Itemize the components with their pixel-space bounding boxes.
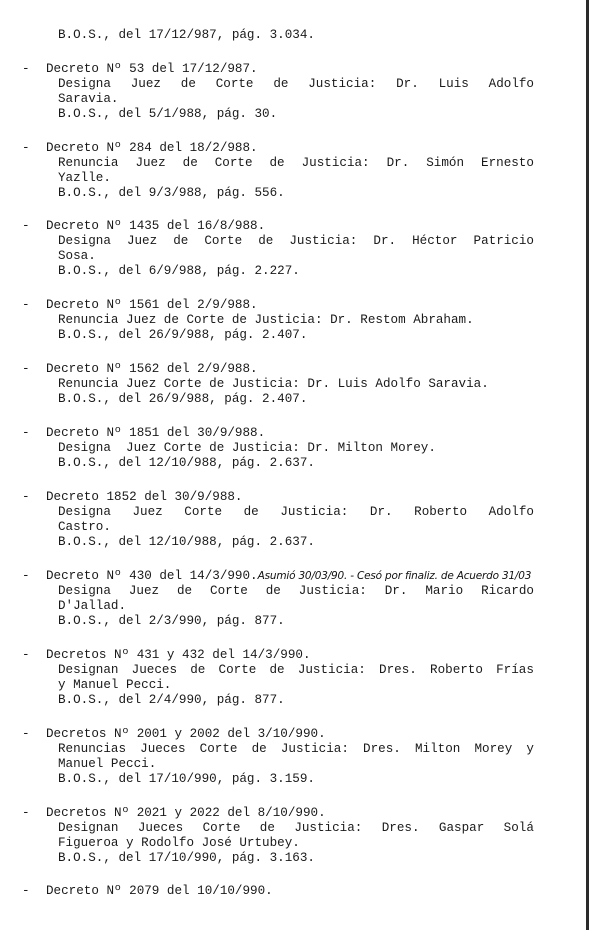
description-word: Adolfo [488, 77, 534, 91]
description-word: Dres. [363, 742, 401, 756]
description-word: Justicia: [298, 584, 367, 598]
description-word: Dr. [369, 505, 393, 519]
decree-header [46, 806, 326, 821]
decree-header [46, 490, 243, 505]
decree-header-text: Decreto Nº 430 del 14/3/990. [46, 569, 258, 583]
description-word: Roberto [430, 663, 483, 677]
description-word: de [180, 77, 196, 91]
description-word: Justicia: [289, 234, 358, 248]
description-word: de [182, 156, 198, 170]
description-word: Corte [218, 663, 257, 677]
description-word: de [265, 584, 281, 598]
entry-bullet-dash: - [22, 426, 30, 440]
decree-description-cont: Manuel Pecci. [58, 757, 157, 771]
bos-reference: B.O.S., del 12/10/988, pág. 2.637. [58, 456, 315, 470]
description-word: Patricio [473, 234, 534, 248]
description-word: y [526, 742, 534, 756]
decree-header [46, 648, 311, 663]
decree-header [46, 727, 326, 742]
decree-description [58, 77, 534, 92]
entry-bullet-dash: - [22, 362, 30, 376]
decree-description-cont: D'Jallad. [58, 599, 127, 613]
description-word: Morey [474, 742, 513, 756]
bos-reference: B.O.S., del 2/3/990, pág. 877. [58, 614, 285, 628]
description-word: Designan [58, 821, 119, 835]
entry-bullet-dash: - [22, 490, 30, 504]
decree-header [46, 426, 265, 441]
decree-header-text: Decretos Nº 2001 y 2002 del 3/10/990. [46, 727, 326, 741]
description-word: Gaspar [438, 821, 485, 835]
description-word: Corte [199, 742, 238, 756]
description-word: Jueces [137, 821, 184, 835]
description-word: Juez [130, 77, 161, 91]
description-word: Juez [132, 505, 163, 519]
top-bos-line: B.O.S., del 17/12/987, pág. 3.034. [58, 28, 315, 42]
entry-bullet-dash: - [22, 569, 30, 583]
decree-header-text: Decreto Nº 2079 del 10/10/990. [46, 884, 273, 898]
bos-reference: B.O.S., del 17/10/990, pág. 3.163. [58, 851, 315, 865]
bos-reference: B.O.S., del 17/10/990, pág. 3.159. [58, 772, 315, 786]
description-word: Dr. [396, 77, 419, 91]
description-word: de [243, 505, 259, 519]
description-word: Dr. [373, 234, 397, 248]
description-word: Simón [426, 156, 465, 170]
bos-reference: B.O.S., del 26/9/988, pág. 2.407. [58, 328, 308, 342]
decree-description [58, 742, 534, 757]
decree-description: Renuncia Juez de Corte de Justicia: Dr. Restom Abraham. [58, 313, 474, 327]
decree-description-cont: Saravia. [58, 92, 119, 106]
bos-reference: B.O.S., del 2/4/990, pág. 877. [58, 693, 285, 707]
decree-header [46, 298, 258, 313]
description-word: Dres. [379, 663, 417, 677]
description-word: Ernesto [481, 156, 534, 170]
decree-header [46, 569, 531, 584]
decree-description-cont: Yazlle. [58, 171, 111, 185]
bos-reference: B.O.S., del 26/9/988, pág. 2.407. [58, 392, 308, 406]
description-word: Designa [58, 234, 111, 248]
description-word: Corte [184, 505, 223, 519]
description-word: Frías [496, 663, 534, 677]
decree-header [46, 62, 258, 77]
description-word: Milton [414, 742, 461, 756]
decree-description-cont: y Manuel Pecci. [58, 678, 172, 692]
description-word: de [259, 821, 275, 835]
description-word: de [273, 77, 289, 91]
decree-description: Designa Juez Corte de Justicia: Dr. Milton Morey. [58, 441, 436, 455]
description-word: Héctor [412, 234, 458, 248]
decree-description [58, 156, 534, 171]
description-word: Solá [503, 821, 534, 835]
description-word: de [269, 663, 285, 677]
description-word: Designan [58, 663, 119, 677]
description-word: Adolfo [488, 505, 534, 519]
handwritten-note: Asumió 30/03/90. - Cesó por finaliz. de Acuerdo 31/03 [257, 570, 532, 582]
description-word: Renuncias [58, 742, 127, 756]
description-word: Juez [135, 156, 166, 170]
description-word: Jueces [131, 663, 178, 677]
description-word: Luis [438, 77, 469, 91]
decree-header [46, 884, 273, 899]
bos-reference: B.O.S., del 5/1/988, pág. 30. [58, 107, 278, 121]
entry-bullet-dash: - [22, 141, 30, 155]
decree-header-text: Decreto Nº 1851 del 30/9/988. [46, 426, 266, 440]
entry-bullet-dash: - [22, 219, 30, 233]
decree-header [46, 141, 258, 156]
description-word: de [251, 742, 267, 756]
description-word: Jueces [140, 742, 186, 756]
bos-reference: B.O.S., del 9/3/988, pág. 556. [58, 186, 285, 200]
description-word: Corte [202, 821, 241, 835]
decree-header-text: Decreto Nº 284 del 18/2/988. [46, 141, 258, 155]
decree-description-cont: Castro. [58, 520, 111, 534]
decree-header-text: Decreto Nº 1561 del 2/9/988. [46, 298, 258, 312]
description-word: Corte [204, 234, 243, 248]
description-word: Dres. [381, 821, 420, 835]
decree-header-text: Decreto 1852 del 30/9/988. [46, 490, 243, 504]
description-word: Juez [128, 584, 160, 598]
description-word: Renuncia [58, 156, 119, 170]
bos-reference: B.O.S., del 6/9/988, pág. 2.227. [58, 264, 300, 278]
decree-description-cont: Figueroa y Rodolfo José Urtubey. [58, 836, 300, 850]
description-word: Dr. [386, 156, 410, 170]
decree-header-text: Decreto Nº 1435 del 16/8/988. [46, 219, 266, 233]
decree-description [58, 505, 534, 520]
decree-description-cont: Sosa. [58, 249, 96, 263]
description-word: Juez [126, 234, 158, 248]
decree-description [58, 821, 534, 836]
decree-description [58, 663, 534, 678]
decree-header [46, 362, 258, 377]
description-word: Justicia: [297, 663, 366, 677]
decree-description [58, 584, 534, 599]
decree-header-text: Decretos Nº 431 y 432 del 14/3/990. [46, 648, 311, 662]
decree-header-text: Decreto Nº 53 del 17/12/987. [46, 62, 258, 76]
description-word: Roberto [414, 505, 468, 519]
description-word: Ricardo [481, 584, 534, 598]
decree-header-text: Decretos Nº 2021 y 2022 del 8/10/990. [46, 806, 326, 820]
entry-bullet-dash: - [22, 806, 30, 820]
description-word: Justicia: [280, 742, 349, 756]
description-word: de [269, 156, 285, 170]
description-word: Designa [58, 505, 111, 519]
description-word: Dr. [384, 584, 408, 598]
description-word: Designa [58, 77, 111, 91]
description-word: Justicia: [301, 156, 370, 170]
description-word: Designa [58, 584, 111, 598]
description-word: de [173, 234, 189, 248]
description-word: de [190, 663, 206, 677]
description-word: Corte [215, 77, 254, 91]
decree-description [58, 234, 534, 249]
decree-description: Renuncia Juez Corte de Justicia: Dr. Luis Adolfo Saravia. [58, 377, 489, 391]
decree-header [46, 219, 265, 234]
bos-reference: B.O.S., del 12/10/988, pág. 2.637. [58, 535, 315, 549]
entry-bullet-dash: - [22, 727, 30, 741]
entry-bullet-dash: - [22, 62, 30, 76]
entry-bullet-dash: - [22, 884, 30, 898]
entry-bullet-dash: - [22, 648, 30, 662]
description-word: Mario [425, 584, 464, 598]
description-word: Justicia: [308, 77, 377, 91]
description-word: Corte [210, 584, 248, 598]
description-word: Justicia: [294, 821, 363, 835]
description-word: Justicia: [280, 505, 349, 519]
description-word: Corte [214, 156, 253, 170]
entry-bullet-dash: - [22, 298, 30, 312]
decree-header-text: Decreto Nº 1562 del 2/9/988. [46, 362, 258, 376]
description-word: de [176, 584, 193, 598]
description-word: de [258, 234, 274, 248]
